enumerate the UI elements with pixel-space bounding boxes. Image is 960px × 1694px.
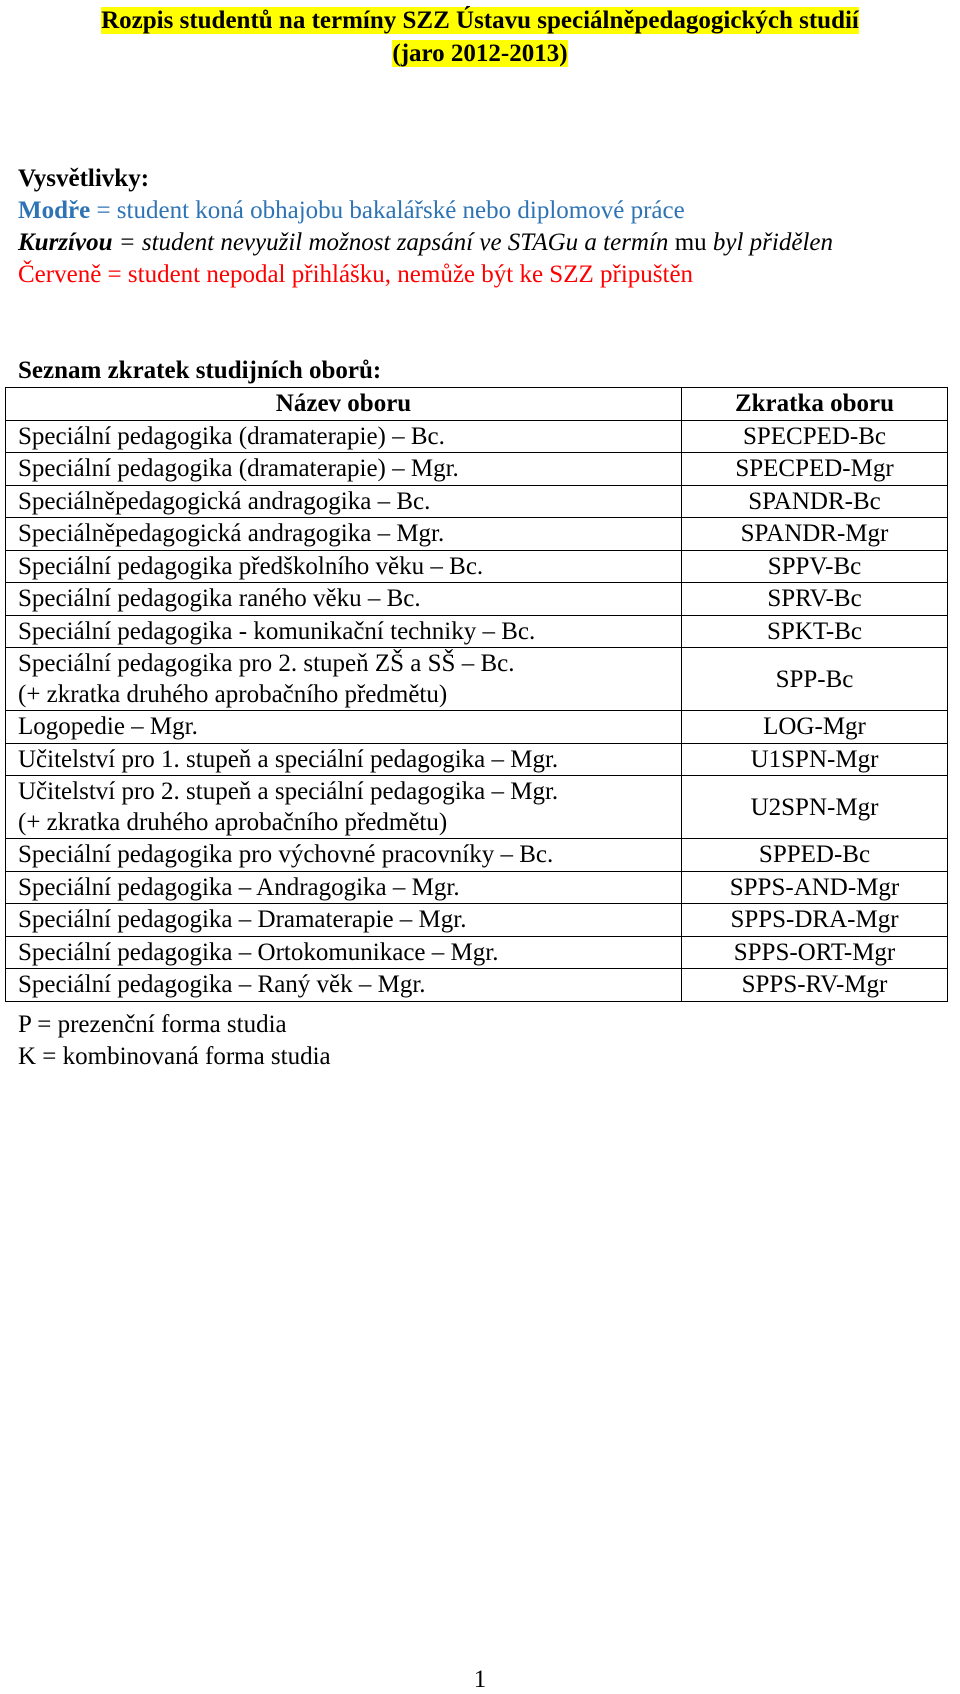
program-name-cell: Speciální pedagogika - komunikační techniky – Bc. bbox=[6, 615, 682, 648]
legend-red-line: Červeně = student nepodal přihlášku, nemůže být ke SZZ připuštěn bbox=[18, 261, 694, 288]
legend-blue-label: Modře bbox=[18, 197, 91, 224]
program-name-cell: Speciální pedagogika (dramaterapie) – Bc. bbox=[6, 420, 682, 453]
program-code-cell: SPPED-Bc bbox=[682, 839, 948, 872]
program-code-cell: SPPS-AND-Mgr bbox=[682, 871, 948, 904]
program-code-cell: SPECPED-Bc bbox=[682, 420, 948, 453]
table-row bbox=[6, 936, 948, 969]
table-header-row bbox=[6, 388, 948, 421]
program-name-cell: Učitelství pro 1. stupeň a speciální pedagogika – Mgr. bbox=[6, 743, 682, 776]
program-name-cell: Speciální pedagogika – Dramaterapie – Mgr. bbox=[6, 904, 682, 937]
program-name-cell: Speciální pedagogika pro výchovné pracovníky – Bc. bbox=[6, 839, 682, 872]
legend-section bbox=[18, 163, 833, 291]
program-name-cell: Speciální pedagogika předškolního věku – Bc. bbox=[6, 550, 682, 583]
program-name-cell: Speciální pedagogika pro 2. stupeň ZŠ a SŠ – Bc. (+ zkratka druhého aprobačního předmětu) bbox=[6, 648, 682, 711]
column-header-code: Zkratka oboru bbox=[682, 388, 948, 421]
program-name-cell: Speciální pedagogika raného věku – Bc. bbox=[6, 583, 682, 616]
form-combined: K = kombinovaná forma studia bbox=[18, 1043, 331, 1070]
program-name-cell: Učitelství pro 2. stupeň a speciální pedagogika – Mgr. (+ zkratka druhého aprobačního předmětu) bbox=[6, 776, 682, 839]
program-name-cell: Speciální pedagogika – Andragogika – Mgr. bbox=[6, 871, 682, 904]
legend-italic-text-2: byl přidělen bbox=[712, 229, 833, 256]
program-name-cell: Speciální pedagogika – Ortokomunikace – Mgr. bbox=[6, 936, 682, 969]
program-code-cell: SPPS-DRA-Mgr bbox=[682, 904, 948, 937]
legend-italic-text-1: = student nevyužil možnost zapsání ve STAGu a termín bbox=[112, 229, 669, 256]
program-code-cell: SPPV-Bc bbox=[682, 550, 948, 583]
program-code-cell: SPRV-Bc bbox=[682, 583, 948, 616]
program-name-cell: Speciální pedagogika (dramaterapie) – Mgr. bbox=[6, 453, 682, 486]
title-line-2: (jaro 2012-2013) bbox=[392, 40, 568, 67]
table-row bbox=[6, 969, 948, 1002]
table-row bbox=[6, 904, 948, 937]
table-row bbox=[6, 583, 948, 616]
program-name-cell: Speciálněpedagogická andragogika – Bc. bbox=[6, 485, 682, 518]
program-code-cell: SPANDR-Mgr bbox=[682, 518, 948, 551]
study-forms-note bbox=[18, 1009, 331, 1073]
abbreviations-table bbox=[5, 387, 948, 1002]
abbreviations-heading: Seznam zkratek studijních oborů: bbox=[18, 357, 382, 384]
table-row bbox=[6, 550, 948, 583]
form-full-time: P = prezenční forma studia bbox=[18, 1011, 287, 1038]
legend-italic-label: Kurzívou bbox=[18, 229, 113, 256]
program-code-cell: SPECPED-Mgr bbox=[682, 453, 948, 486]
table-row bbox=[6, 776, 948, 839]
page-number: 1 bbox=[473, 1666, 487, 1693]
table-row bbox=[6, 518, 948, 551]
program-code-cell: SPANDR-Bc bbox=[682, 485, 948, 518]
table-row bbox=[6, 648, 948, 711]
table-row bbox=[6, 615, 948, 648]
legend-heading: Vysvětlivky: bbox=[18, 165, 150, 192]
table-row bbox=[6, 420, 948, 453]
program-code-cell: SPPS-ORT-Mgr bbox=[682, 936, 948, 969]
legend-blue-line bbox=[18, 195, 833, 227]
table-row bbox=[6, 871, 948, 904]
legend-italic-mid: mu bbox=[668, 229, 713, 256]
program-code-cell: SPPS-RV-Mgr bbox=[682, 969, 948, 1002]
program-code-cell: SPP-Bc bbox=[682, 648, 948, 711]
program-code-cell: SPKT-Bc bbox=[682, 615, 948, 648]
table-row bbox=[6, 839, 948, 872]
program-name-cell: Speciální pedagogika – Raný věk – Mgr. bbox=[6, 969, 682, 1002]
program-name-cell: Speciálněpedagogická andragogika – Mgr. bbox=[6, 518, 682, 551]
table-row bbox=[6, 743, 948, 776]
table-row bbox=[6, 711, 948, 744]
title-line-1: Rozpis studentů na termíny SZZ Ústavu speciálněpedagogických studií bbox=[101, 7, 859, 34]
table-row bbox=[6, 485, 948, 518]
program-code-cell: LOG-Mgr bbox=[682, 711, 948, 744]
legend-italic-line bbox=[18, 227, 833, 259]
document-title bbox=[0, 4, 960, 70]
program-code-cell: U1SPN-Mgr bbox=[682, 743, 948, 776]
table-body bbox=[6, 420, 948, 1001]
program-code-cell: U2SPN-Mgr bbox=[682, 776, 948, 839]
column-header-name: Název oboru bbox=[6, 388, 682, 421]
legend-blue-text: = student koná obhajobu bakalářské nebo diplomové práce bbox=[90, 197, 685, 224]
table-row bbox=[6, 453, 948, 486]
program-name-cell: Logopedie – Mgr. bbox=[6, 711, 682, 744]
